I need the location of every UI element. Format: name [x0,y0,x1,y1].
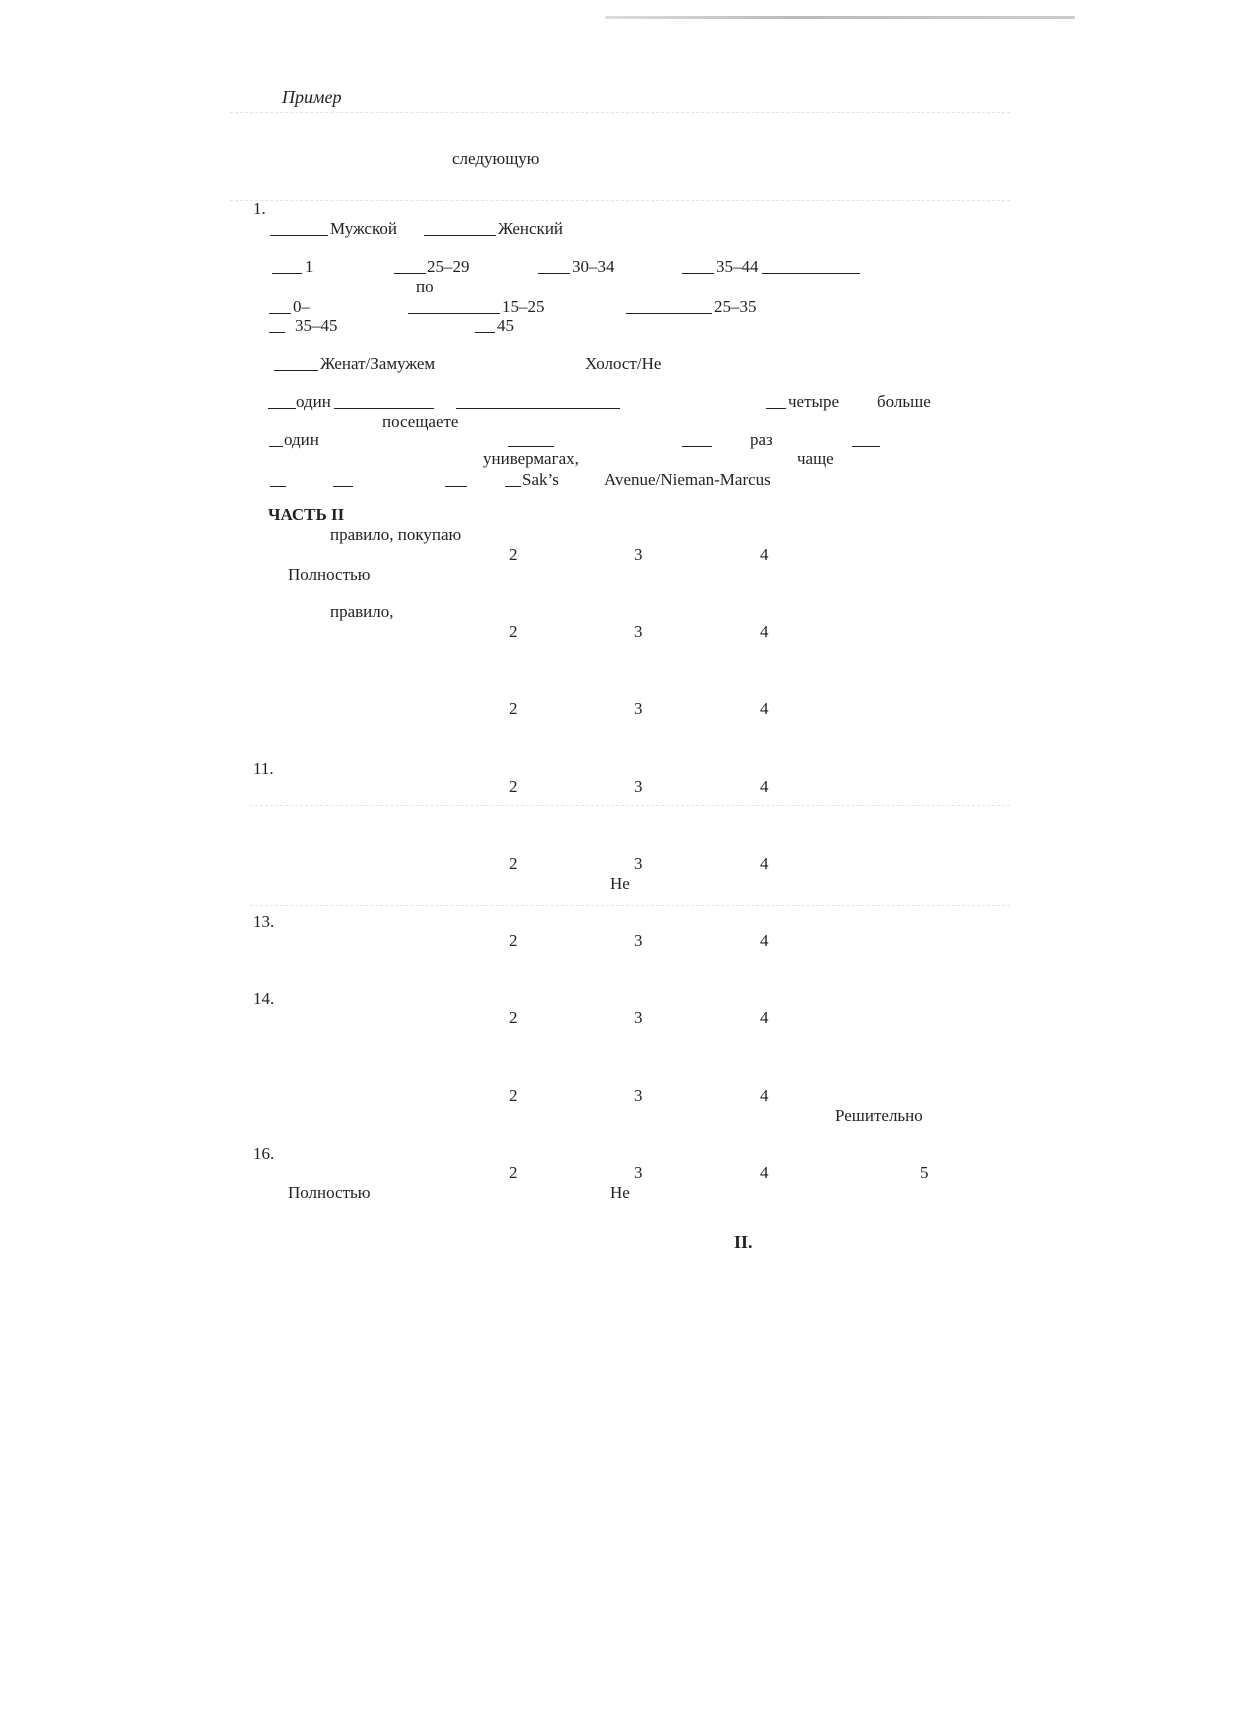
option-male: Мужской [330,219,397,238]
answer-blank[interactable] [766,408,786,409]
answer-blank[interactable] [334,408,434,409]
scale-point[interactable]: 2 [509,545,518,564]
stores-label: универмагах, [483,449,579,468]
answer-blank[interactable] [508,446,554,447]
age-option-d: 35–44 [716,257,759,276]
store-option-saks: Sak’s [522,470,559,489]
section-heading: ЧАСТЬ II [268,505,345,524]
question-number: 11. [253,759,274,778]
answer-blank[interactable] [269,313,291,314]
age-option-a: 1 [305,257,314,276]
scale-point[interactable]: 2 [509,622,518,641]
income-option-c: 25–35 [714,297,757,316]
scale-anchor: Полностью [288,565,371,584]
income-option-d: 35–45 [295,316,338,335]
scale-point[interactable]: 3 [634,854,643,873]
scan-artifact [250,805,1010,806]
answer-blank[interactable] [456,408,620,409]
scale-point[interactable]: 2 [509,699,518,718]
scale-point[interactable]: 4 [760,622,769,641]
visit-label: посещаете [382,412,459,431]
scale-anchor: Полностью [288,1183,371,1202]
question-number: 1. [253,199,266,218]
answer-blank[interactable] [270,235,328,236]
answer-blank[interactable] [270,486,286,487]
question-number: 13. [253,912,275,931]
scale-anchor: Не [610,874,630,893]
marital-option-single: Холост/Не [585,354,662,373]
scale-anchor: Решительно [835,1106,923,1125]
scale-anchor: Не [610,1183,630,1202]
scale-point[interactable]: 2 [509,1086,518,1105]
scale-point[interactable]: 3 [634,1163,643,1182]
scan-edge-line [605,16,1075,19]
count-option-a: один [296,392,331,411]
answer-blank[interactable] [505,486,521,487]
scale-point[interactable]: 2 [509,854,518,873]
scale-point[interactable]: 3 [634,699,643,718]
scale-point[interactable]: 2 [509,1008,518,1027]
scale-point[interactable]: 3 [634,931,643,950]
age-option-b: 25–29 [427,257,470,276]
answer-blank[interactable] [626,313,712,314]
scale-point[interactable]: 3 [634,777,643,796]
answer-blank[interactable] [272,273,302,274]
scale-point[interactable]: 3 [634,1086,643,1105]
store-option-nieman: Avenue/Nieman-Marcus [604,470,771,489]
scale-point[interactable]: 4 [760,545,769,564]
scale-point[interactable]: 2 [509,1163,518,1182]
statement-text: правило, покупаю [330,525,462,544]
scale-point[interactable]: 4 [760,931,769,950]
answer-blank[interactable] [274,370,318,371]
income-option-e: 45 [497,316,514,335]
answer-blank[interactable] [682,273,714,274]
visit-option-c: чаще [797,449,834,468]
answer-blank[interactable] [852,446,880,447]
visit-option-a: один [284,430,319,449]
statement-text: правило, [330,602,394,621]
answer-blank[interactable] [333,486,353,487]
visit-option-b: раз [750,430,773,449]
question-number: 14. [253,989,275,1008]
scale-point[interactable]: 4 [760,1008,769,1027]
income-option-b: 15–25 [502,297,545,316]
answer-blank[interactable] [475,332,495,333]
answer-blank[interactable] [538,273,570,274]
scale-point[interactable]: 4 [760,854,769,873]
scale-point[interactable]: 4 [760,777,769,796]
age-option-c: 30–34 [572,257,615,276]
age-option-b-sub: по [416,277,434,296]
scale-point[interactable]: 2 [509,931,518,950]
answer-blank[interactable] [682,446,712,447]
answer-blank[interactable] [445,486,467,487]
answer-blank[interactable] [394,273,426,274]
answer-blank[interactable] [424,235,496,236]
scale-point[interactable]: 4 [760,1086,769,1105]
scan-artifact [250,905,1010,906]
scale-point[interactable]: 5 [920,1163,929,1182]
income-option-a: 0– [293,297,310,316]
answer-blank[interactable] [268,408,296,409]
marital-option-married: Женат/Замужем [320,354,436,373]
answer-blank[interactable] [408,313,500,314]
answer-blank[interactable] [269,332,285,333]
example-label: Пример [282,87,342,107]
scale-point[interactable]: 3 [634,545,643,564]
count-option-b: четыре [788,392,839,411]
scale-point[interactable]: 2 [509,777,518,796]
page-number: II. [734,1232,753,1252]
answer-blank[interactable] [762,273,860,274]
scale-point[interactable]: 4 [760,1163,769,1182]
scan-artifact [230,200,1010,201]
scale-point[interactable]: 4 [760,699,769,718]
heading-fragment: следующую [452,149,540,168]
question-number: 16. [253,1144,275,1163]
scale-point[interactable]: 3 [634,622,643,641]
answer-blank[interactable] [269,446,283,447]
scan-artifact [230,112,1010,113]
scale-point[interactable]: 3 [634,1008,643,1027]
option-female: Женский [498,219,564,238]
count-option-c: больше [877,392,931,411]
